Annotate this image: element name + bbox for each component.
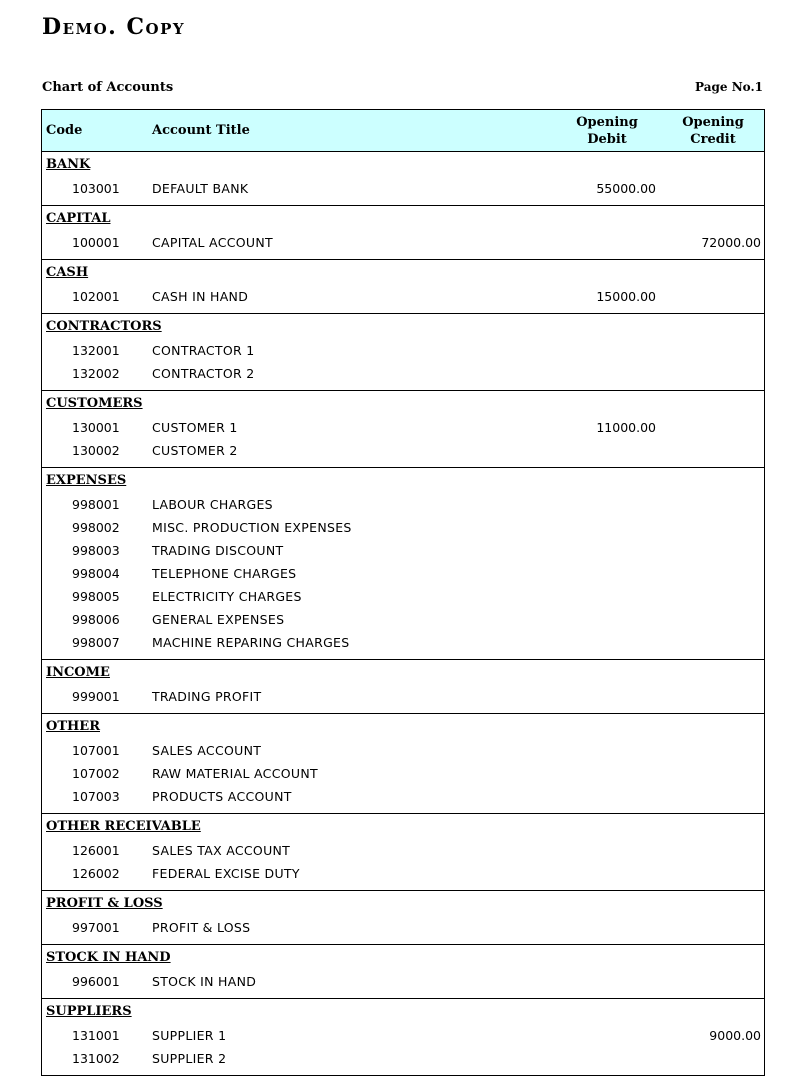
account-group <box>42 659 764 713</box>
account-code: 998006 <box>72 612 120 627</box>
group-heading: CASH <box>46 265 89 280</box>
account-code: 996001 <box>72 974 120 989</box>
account-title: DEFAULT BANK <box>152 181 249 196</box>
table-row <box>42 179 764 202</box>
account-title: SUPPLIER 1 <box>152 1028 227 1043</box>
opening-debit: 55000.00 <box>596 181 656 196</box>
account-title: ELECTRICITY CHARGES <box>152 589 302 604</box>
account-group <box>42 152 764 205</box>
table-row <box>42 564 764 587</box>
column-header-account-title: Account Title <box>152 123 250 138</box>
table-header <box>42 109 764 152</box>
account-title: MACHINE REPARING CHARGES <box>152 635 350 650</box>
group-heading: BANK <box>46 157 91 172</box>
account-title: RAW MATERIAL ACCOUNT <box>152 766 318 781</box>
account-title: TRADING DISCOUNT <box>152 543 284 558</box>
account-code: 107001 <box>72 743 120 758</box>
demo-copy-watermark: Demo. Copy <box>42 14 186 40</box>
account-code: 107003 <box>72 789 120 804</box>
table-row <box>42 287 764 310</box>
account-code: 130002 <box>72 443 120 458</box>
account-code: 102001 <box>72 289 120 304</box>
account-title: TELEPHONE CHARGES <box>152 566 297 581</box>
table-row <box>42 495 764 518</box>
account-group <box>42 944 764 998</box>
table-row <box>42 418 764 441</box>
account-code: 999001 <box>72 689 120 704</box>
account-code: 132001 <box>72 343 120 358</box>
accounts-table <box>41 109 765 1076</box>
table-row <box>42 841 764 864</box>
account-group <box>42 998 764 1075</box>
account-title: STOCK IN HAND <box>152 974 257 989</box>
table-row <box>42 918 764 941</box>
opening-debit: 15000.00 <box>596 289 656 304</box>
account-code: 998005 <box>72 589 120 604</box>
account-code: 126002 <box>72 866 120 881</box>
table-row <box>42 541 764 564</box>
account-group <box>42 713 764 813</box>
account-title: CONTRACTOR 1 <box>152 343 255 358</box>
account-code: 998007 <box>72 635 120 650</box>
account-title: SALES TAX ACCOUNT <box>152 843 291 858</box>
account-code: 131001 <box>72 1028 120 1043</box>
account-group <box>42 259 764 313</box>
account-title: SUPPLIER 2 <box>152 1051 227 1066</box>
group-heading: INCOME <box>46 665 110 680</box>
opening-credit: 9000.00 <box>709 1028 761 1043</box>
table-row <box>42 610 764 633</box>
account-group <box>42 390 764 467</box>
account-title: LABOUR CHARGES <box>152 497 273 512</box>
table-row <box>42 441 764 464</box>
account-code: 998004 <box>72 566 120 581</box>
group-heading: OTHER <box>46 719 100 734</box>
account-title: GENERAL EXPENSES <box>152 612 285 627</box>
account-title: MISC. PRODUCTION EXPENSES <box>152 520 352 535</box>
table-row <box>42 1049 764 1072</box>
table-row <box>42 764 764 787</box>
account-code: 998003 <box>72 543 120 558</box>
table-row <box>42 633 764 656</box>
account-code: 126001 <box>72 843 120 858</box>
account-group <box>42 467 764 659</box>
account-title: CUSTOMER 1 <box>152 420 238 435</box>
column-header-opening-credit: Opening Credit <box>682 115 744 147</box>
group-heading: CUSTOMERS <box>46 396 143 411</box>
table-row <box>42 741 764 764</box>
column-header-code: Code <box>46 123 83 138</box>
page-number: Page No.1 <box>695 80 763 94</box>
account-code: 131002 <box>72 1051 120 1066</box>
account-title: TRADING PROFIT <box>152 689 262 704</box>
report-title: Chart of Accounts <box>42 80 174 95</box>
group-heading: CAPITAL <box>46 211 111 226</box>
account-code: 100001 <box>72 235 120 250</box>
account-title: PROFIT & LOSS <box>152 920 251 935</box>
table-row <box>42 341 764 364</box>
table-row <box>42 787 764 810</box>
account-code: 998002 <box>72 520 120 535</box>
account-title: PRODUCTS ACCOUNT <box>152 789 292 804</box>
account-group <box>42 313 764 390</box>
account-code: 997001 <box>72 920 120 935</box>
account-title: CONTRACTOR 2 <box>152 366 255 381</box>
account-title: CAPITAL ACCOUNT <box>152 235 273 250</box>
opening-debit: 11000.00 <box>596 420 656 435</box>
table-row <box>42 233 764 256</box>
account-code: 103001 <box>72 181 120 196</box>
column-header-opening-debit: Opening Debit <box>576 115 638 147</box>
group-heading: STOCK IN HAND <box>46 950 171 965</box>
account-code: 107002 <box>72 766 120 781</box>
account-title: FEDERAL EXCISE DUTY <box>152 866 300 881</box>
group-heading: EXPENSES <box>46 473 127 488</box>
account-code: 132002 <box>72 366 120 381</box>
account-code: 998001 <box>72 497 120 512</box>
group-heading: CONTRACTORS <box>46 319 162 334</box>
account-title: CASH IN HAND <box>152 289 249 304</box>
account-title: CUSTOMER 2 <box>152 443 238 458</box>
account-group <box>42 205 764 259</box>
group-heading: PROFIT & LOSS <box>46 896 163 911</box>
account-group <box>42 890 764 944</box>
account-group <box>42 813 764 890</box>
table-row <box>42 972 764 995</box>
group-heading: SUPPLIERS <box>46 1004 132 1019</box>
table-row <box>42 864 764 887</box>
account-groups <box>42 152 764 1075</box>
account-title: SALES ACCOUNT <box>152 743 262 758</box>
account-code: 130001 <box>72 420 120 435</box>
group-heading: OTHER RECEIVABLE <box>46 819 201 834</box>
table-row <box>42 687 764 710</box>
table-row <box>42 587 764 610</box>
table-row <box>42 364 764 387</box>
opening-credit: 72000.00 <box>701 235 761 250</box>
table-row <box>42 1026 764 1049</box>
table-row <box>42 518 764 541</box>
